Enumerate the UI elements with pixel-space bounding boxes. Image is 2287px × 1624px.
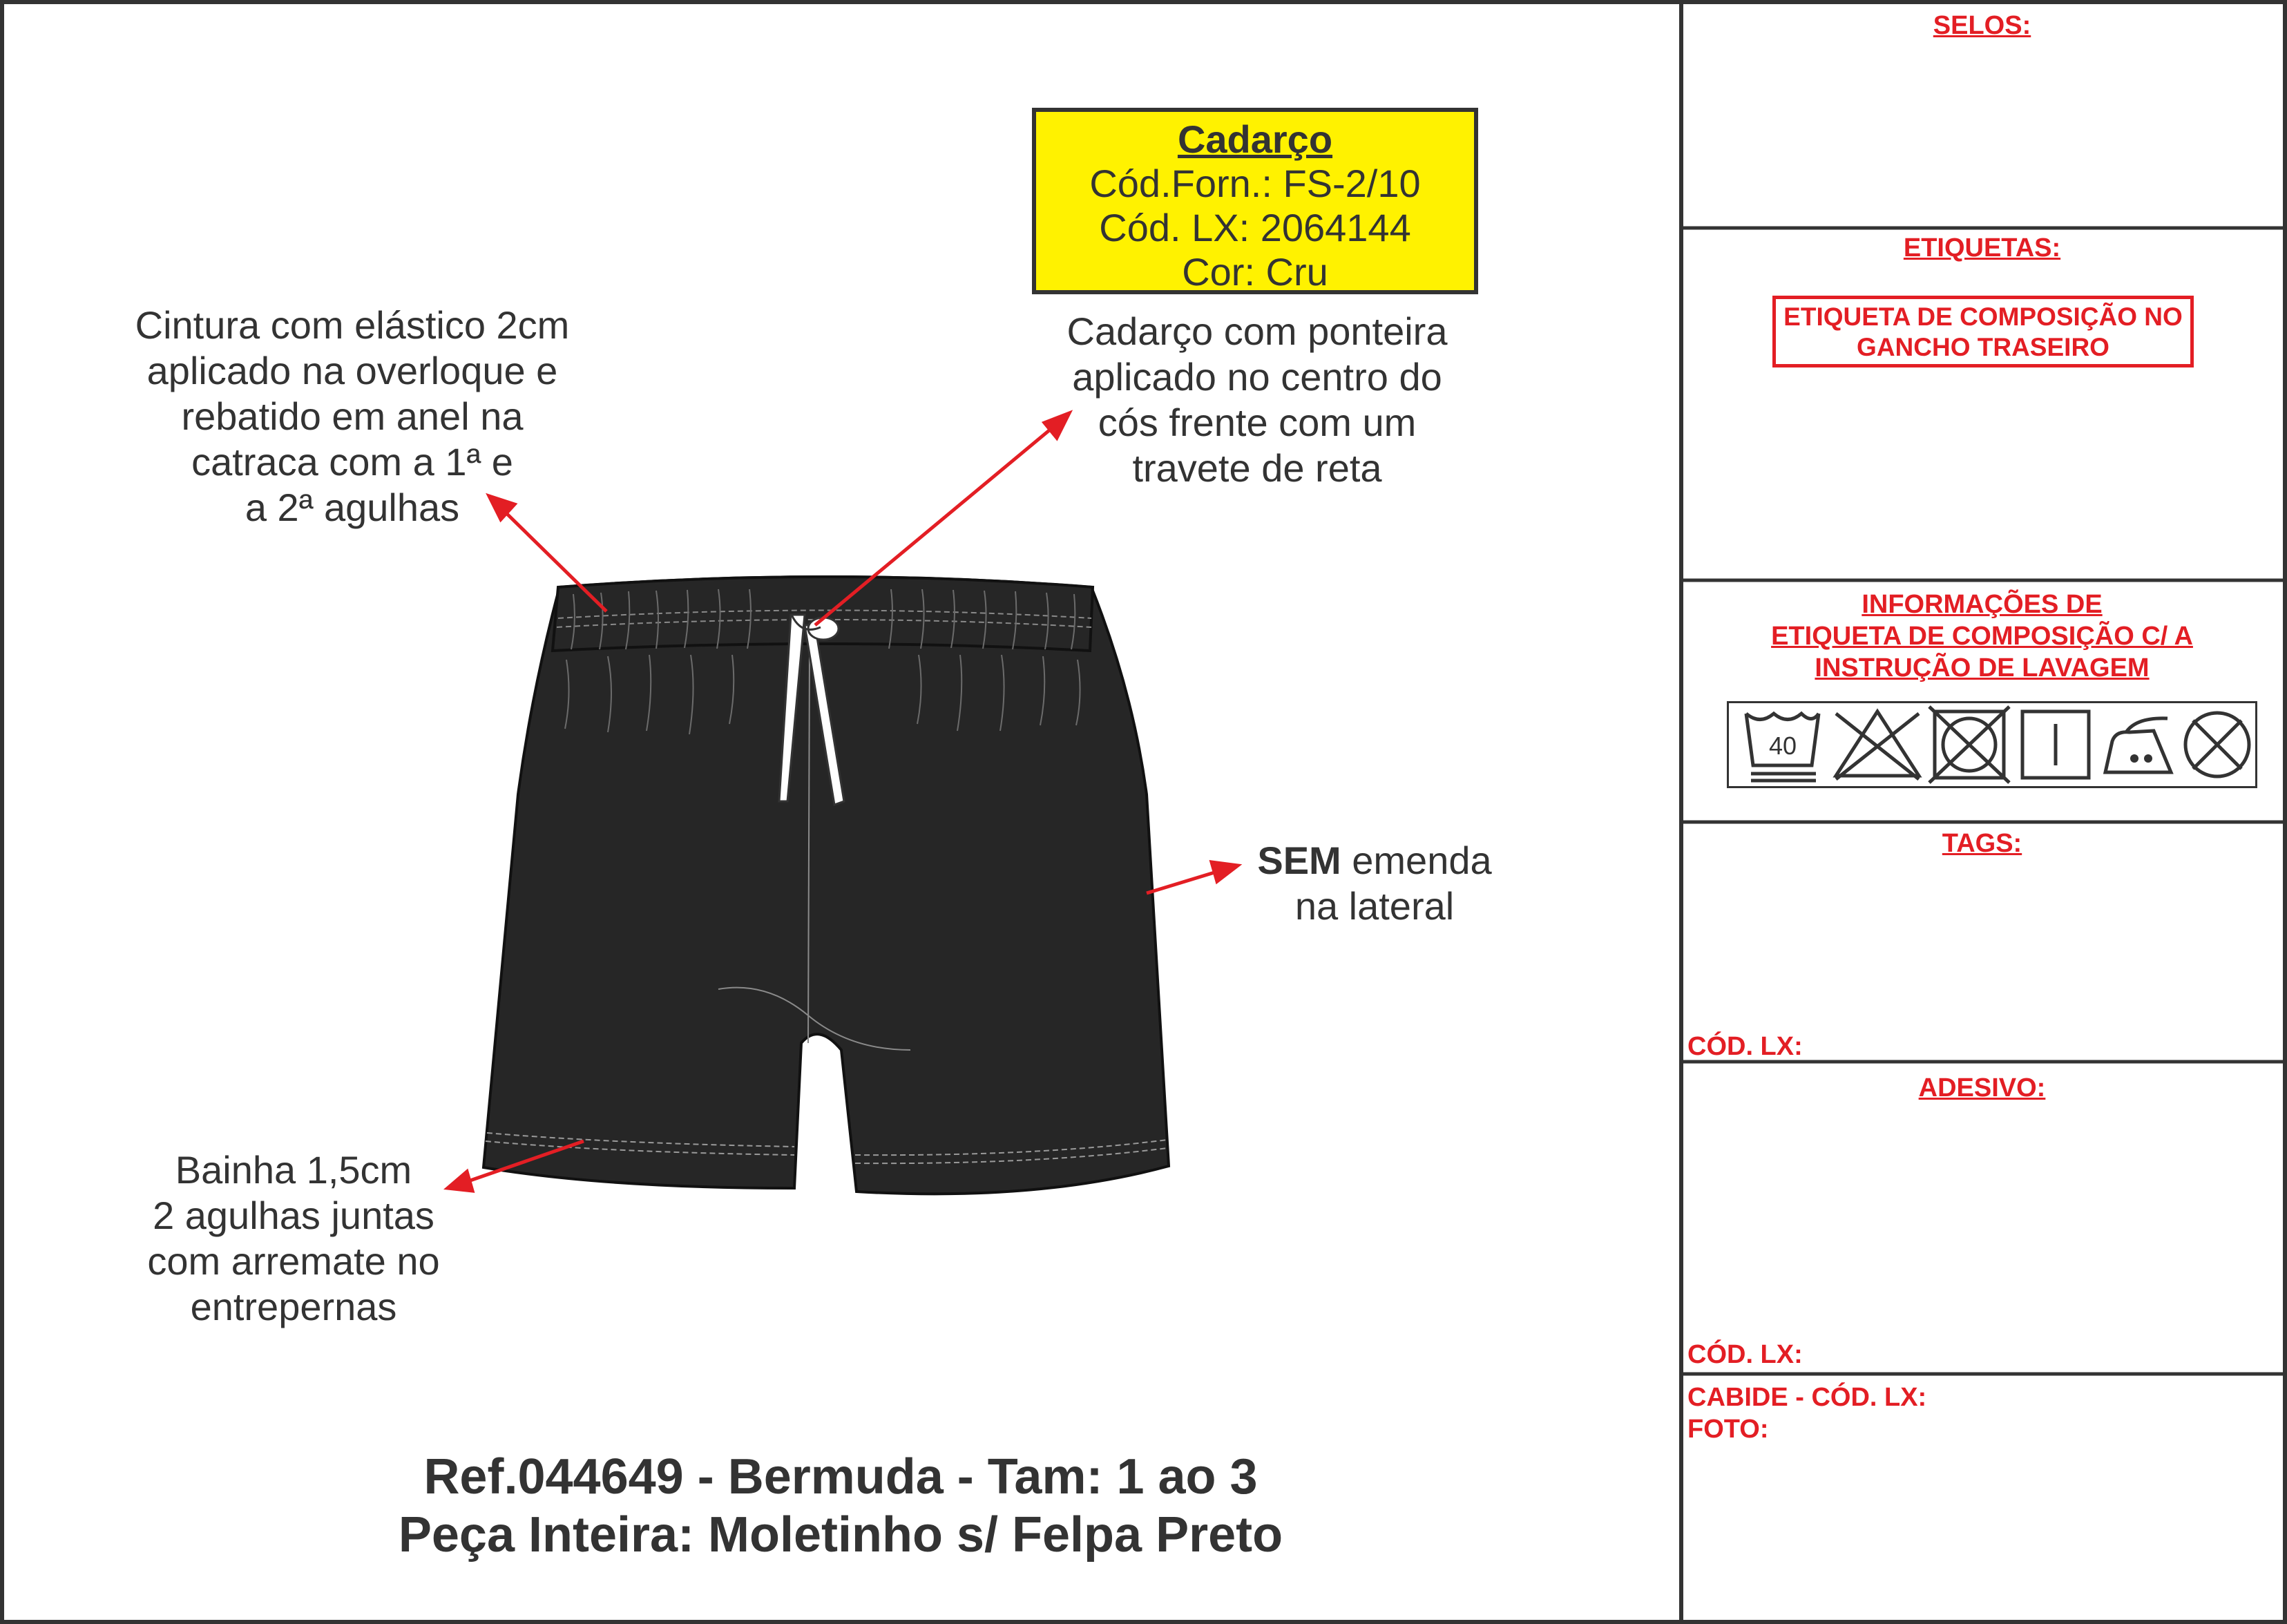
waistband-note-line: rebatido em anel na [181, 394, 524, 438]
waistband-note-line: a 2ª agulhas [245, 486, 460, 529]
care-symbols [1729, 703, 2255, 786]
no-tumble-dry-icon [1929, 707, 2009, 783]
care-info-title-line: INFORMAÇÕES DE [1862, 590, 2103, 619]
side-seam-note [1223, 838, 1527, 929]
no-dry-clean-icon [2185, 713, 2249, 776]
cabide-code-label: CABIDE - CÓD. LX: [1687, 1383, 1927, 1412]
tags-code-label: CÓD. LX: [1687, 1032, 1803, 1061]
hem-note [121, 1147, 466, 1330]
waistband-note-line: catraca com a 1ª e [191, 440, 513, 484]
hem-note-line: Bainha 1,5cm [175, 1148, 412, 1192]
composition-label-line: GANCHO TRASEIRO [1857, 333, 2109, 361]
wash-temp-label: 40 [1768, 732, 1797, 760]
cadarco-title: Cadarço [1177, 117, 1333, 161]
adesivo-code-label: CÓD. LX: [1687, 1340, 1803, 1369]
hem-note-line: entrepernas [190, 1285, 397, 1328]
waistband-note-line: aplicado na overloque e [146, 349, 558, 392]
product-reference: Ref.044649 - Bermuda - Tam: 1 ao 3 [423, 1449, 1258, 1504]
cadarco-spec-box [1032, 108, 1478, 294]
cadarco-supplier-code: Cód.Forn.: FS-2/10 [1089, 162, 1421, 205]
selos-title: SELOS: [1933, 11, 2031, 40]
product-material: Peça Inteira: Moletinho s/ Felpa Preto [398, 1507, 1283, 1563]
side-seam-note-line1 [1223, 838, 1527, 883]
drawstring-note [1015, 309, 1499, 491]
side-seam-note-bold: SEM [1257, 839, 1341, 882]
etiquetas-title: ETIQUETAS: [1903, 233, 2061, 262]
composition-label-line: ETIQUETA DE COMPOSIÇÃO NO [1783, 303, 2183, 331]
side-seam-note-line2: na lateral [1294, 884, 1455, 928]
line-dry-icon [2022, 711, 2089, 778]
composition-label-box [1772, 296, 2194, 367]
foto-label: FOTO: [1687, 1415, 1769, 1444]
hem-note-line: 2 agulhas juntas [153, 1194, 434, 1237]
drawstring-note-line: Cadarço com ponteira [1066, 309, 1448, 353]
care-info-title [1681, 589, 2283, 684]
drawstring-note-line: cós frente com um [1098, 401, 1417, 444]
care-symbols-row [1727, 701, 2257, 788]
tags-title: TAGS: [1942, 829, 2022, 858]
waistband-note [111, 303, 594, 531]
drawstring-note-line: travete de reta [1132, 446, 1382, 490]
shorts-body [484, 577, 1169, 1194]
no-bleach-icon [1836, 711, 1919, 779]
cadarco-color: Cor: Cru [1182, 250, 1328, 294]
adesivo-title: ADESIVO: [1918, 1073, 2046, 1102]
cadarco-lx-code: Cód. LX: 2064144 [1099, 206, 1411, 249]
hem-note-line: com arremate no [147, 1239, 440, 1283]
care-info-title-line: INSTRUÇÃO DE LAVAGEM [1815, 653, 2150, 682]
side-seam-note-rest: emenda [1341, 839, 1492, 882]
care-info-title-line: ETIQUETA DE COMPOSIÇÃO C/ A [1771, 622, 2193, 651]
drawstring-note-line: aplicado no centro do [1072, 355, 1442, 399]
waistband-note-line: Cintura com elástico 2cm [135, 303, 570, 347]
iron-medium-icon [2105, 718, 2171, 772]
